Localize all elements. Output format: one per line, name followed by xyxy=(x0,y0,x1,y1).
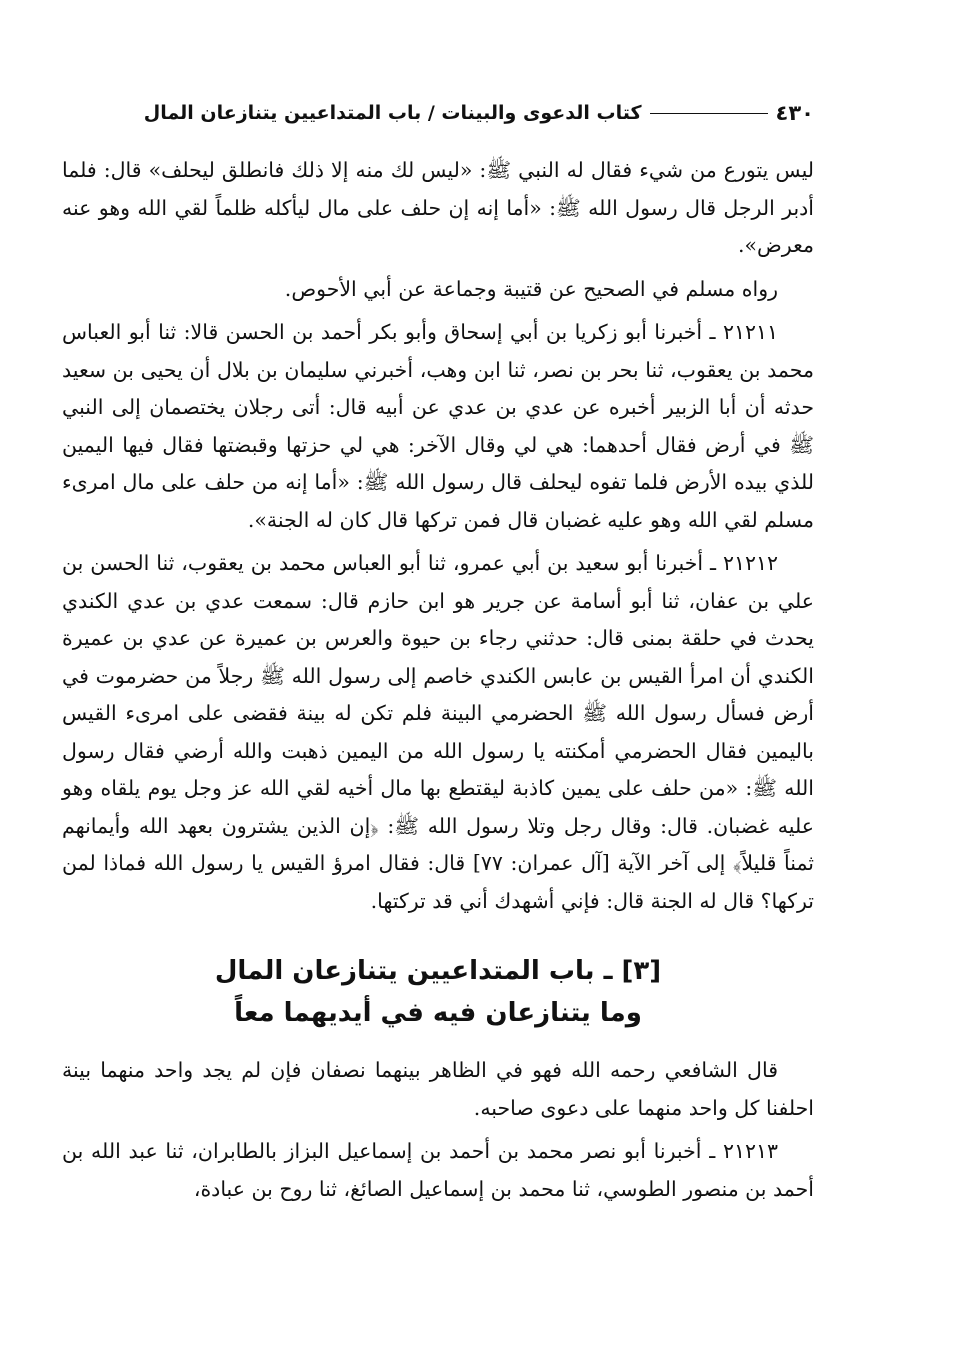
book-page xyxy=(62,96,814,1214)
chapter-heading xyxy=(62,950,814,1034)
paragraph-attribution: رواه مسلم في الصحيح عن قتيبة وجماعة عن أبي الأحوص. xyxy=(284,276,778,301)
page-number: ٤٣٠ xyxy=(775,101,814,125)
chapter-title-line2: وما يتنازعان فيه في أيديهما معاً xyxy=(234,998,642,1028)
chapter-title-line1: [٣] ـ باب المتداعيين يتنازعان المال xyxy=(214,956,662,986)
paragraph-shafii: قال الشافعي رحمه الله فهو في الظاهر بينهما نصفان فإن لم يجد واحد منهما بينة احلفنا كل واحد منهما على دعوى صاحبه. xyxy=(62,1058,814,1120)
page-body xyxy=(62,152,814,1208)
hadith-21213: ٢١٢١٣ ـ أخبرنا أبو نصر محمد بن أحمد بن إسماعيل البزاز بالطابران، ثنا عبد الله بن أحمد بن منصور الطوسي، ثنا محمد بن إسماعيل الصائغ، ثنا روح بن عبادة، xyxy=(62,1139,814,1201)
page-header xyxy=(62,96,814,130)
header-rule xyxy=(650,113,768,114)
hadith-21211: ٢١٢١١ ـ أخبرنا أبو زكريا بن أبي إسحاق وأبو بكر أحمد بن الحسن قالا: ثنا أبو العباس محمد بن يعقوب، ثنا بحر بن نصر، ثنا ابن وهب، أخبرني سليمان بن بلال أن يحيى بن سعيد حدثه أن أبا الزبير أخبره عن عدي بن عدي عن أبيه قال: أتى رجلان يختصمان إلى النبي ﷺ في أرض فقال أحدهما: هي لي وقال الآخر: هي لي حزتها وقبضتها فقال فيها اليمين للذي بيده الأرض فلما تفوه ليحلف قال رسول الله ﷺ: «أما إنه من حلف على مال امرىء مسلم لقي الله وهو عليه غضبان قال فمن تركها قال كان له الجنة». xyxy=(62,320,814,532)
hadith-21212: ٢١٢١٢ ـ أخبرنا أبو سعيد بن أبي عمرو، ثنا أبو العباس محمد بن يعقوب، ثنا الحسن بن علي بن عفان، ثنا أبو أسامة عن جرير هو ابن حازم قال: سمعت عدي بن عدي الكندي يحدث في حلقة بمنى قال: حدثني رجاء بن حيوة والعرس بن عميرة عن عدي بن عميرة الكندي أن امرأ القيس بن عابس الكندي خاصم إلى رسول الله ﷺ رجلاً من حضرموت في أرض فسأل رسول الله ﷺ الحضرمي البينة فلم تكن له بينة فقضى على امرىء القيس باليمين فقال الحضرمي أمكنته يا رسول الله من اليمين ذهبت والله أرضي فقال رسول الله ﷺ: «من حلف على يمين كاذبة ليقتطع بها مال أخيه لقي الله عز وجل يوم يلقاه وهو عليه غضبان. قال: وقال رجل وتلا رسول الله ﷺ: ﴿إن الذين يشترون بعهد الله وأيمانهم ثمناً قليلاً﴾ إلى آخر الآية [آل عمران: ٧٧] قال: فقال امرؤ القيس يا رسول الله فماذا لمن تركها؟ قال له الجنة قال: فإني أشهدك أني قد تركتها. xyxy=(62,551,815,913)
paragraph-continuation: ليس يتورع من شيء فقال له النبي ﷺ: «ليس لك منه إلا ذلك فانطلق ليحلف» قال: فلما أدبر الرجل قال رسول الله ﷺ: «أما إنه إن حلف على مال ليأكله ظلماً لقي الله وهو عنه معرض». xyxy=(62,158,814,257)
running-title: كتاب الدعوى والبينات / باب المتداعيين يتنازعان المال xyxy=(143,102,642,124)
